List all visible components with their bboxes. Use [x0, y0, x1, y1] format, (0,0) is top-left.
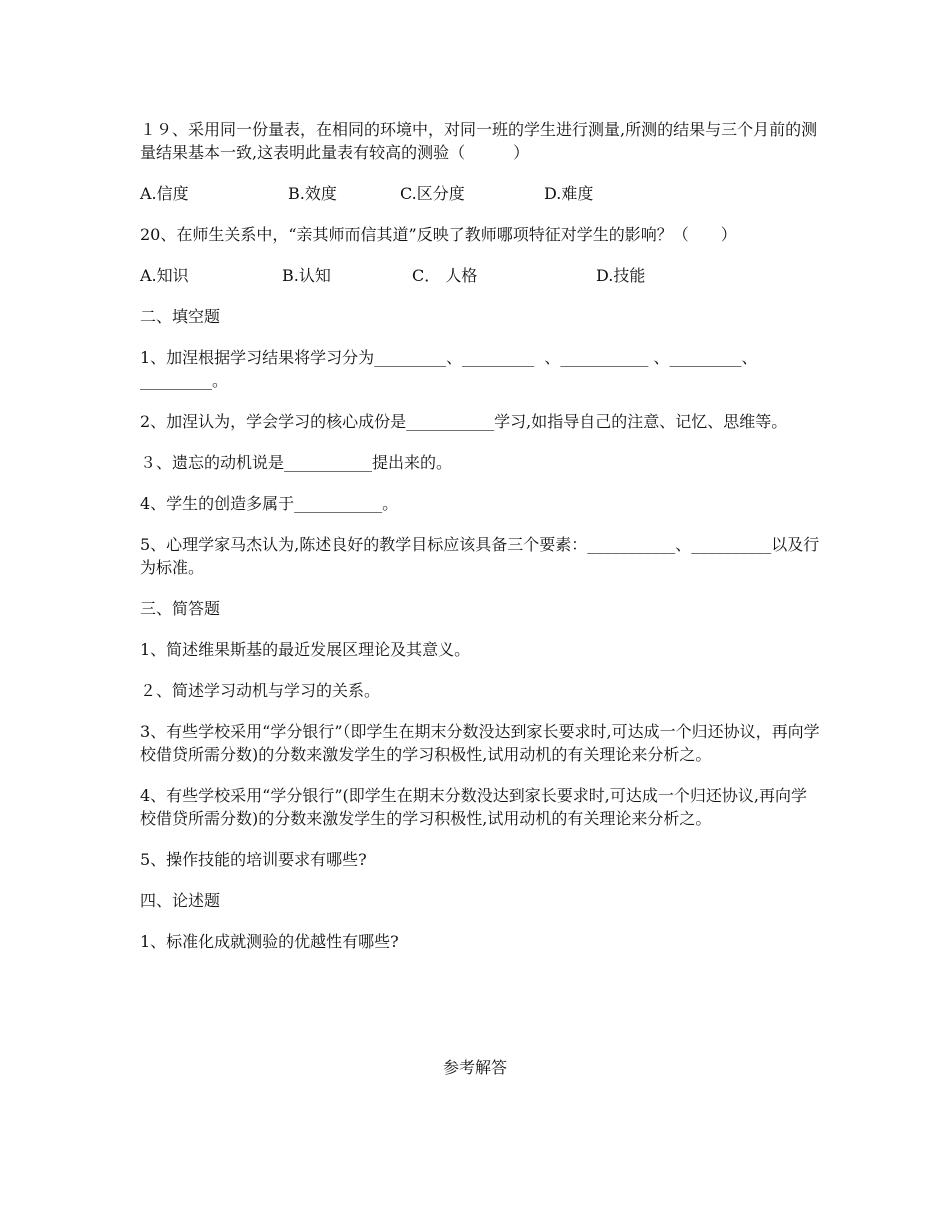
option-a: A.知识	[140, 266, 189, 285]
fill-in-item-1: 1、加涅根据学习结果将学习分为_________、_________ 、___________ 、_________、_________。	[140, 348, 758, 390]
section-heading-fill-in: 二、填空题	[140, 307, 221, 326]
option-d: D.难度	[544, 184, 594, 203]
essay-item-1: 1、标准化成就测验的优越性有哪些?	[140, 932, 399, 951]
fill-in-item-4: 4、学生的创造多属于___________。	[140, 494, 399, 513]
short-answer-item-2: ２、简述学习动机与学习的关系。	[140, 681, 381, 700]
section-heading-short-answer: 三、简答题	[140, 599, 221, 618]
option-a: A.信度	[140, 184, 189, 203]
option-b: B.认知	[282, 266, 331, 285]
fill-in-item-3: ３、遗忘的动机说是___________提出来的。	[140, 453, 453, 472]
question-19: １９、采用同一份量表，在相同的环境中，对同一班的学生进行测量,所测的结果与三个月前的测量结果基本一致,这表明此量表有较高的测验（ ）	[140, 120, 818, 162]
short-answer-item-4: 4、有些学校采用“学分银行”(即学生在期末分数没达到家长要求时,可达成一个归还协议,再向学校借贷所需分数)的分数来激发学生的学习积极性,试用动机的有关理论来分析之。	[140, 786, 807, 828]
short-answer-item-1: 1、简述维果斯基的最近发展区理论及其意义。	[140, 640, 471, 659]
question-20-options	[140, 264, 820, 287]
option-b: B.效度	[288, 184, 337, 203]
option-c: C.区分度	[400, 184, 465, 203]
short-answer-item-3: 3、有些学校采用“学分银行”（即学生在期末分数没达到家长要求时,可达成一个归还协议，再向学校借贷所需分数)的分数来激发学生的学习积极性,试用动机的有关理论来分析之。	[140, 722, 820, 764]
document-body	[140, 118, 820, 971]
question-19-options	[140, 182, 820, 205]
option-d: D.技能	[596, 266, 646, 285]
section-heading-essay: 四、论述题	[140, 891, 221, 910]
short-answer-item-5: 5、操作技能的培训要求有哪些?	[140, 850, 367, 869]
option-c: C． 人格	[412, 266, 478, 285]
answers-title: 参考解答	[442, 1058, 507, 1077]
fill-in-item-5: 5、心理学家马杰认为,陈述良好的教学目标应该具备三个要素：___________、__________以及行为标准。	[140, 535, 820, 577]
question-20: 20、在师生关系中，“亲其师而信其道”反映了教师哪项特征对学生的影响？（ ）	[140, 225, 737, 244]
fill-in-item-2: 2、加涅认为，学会学习的核心成份是___________学习,如指导自己的注意、记忆、思维等。	[140, 412, 788, 431]
